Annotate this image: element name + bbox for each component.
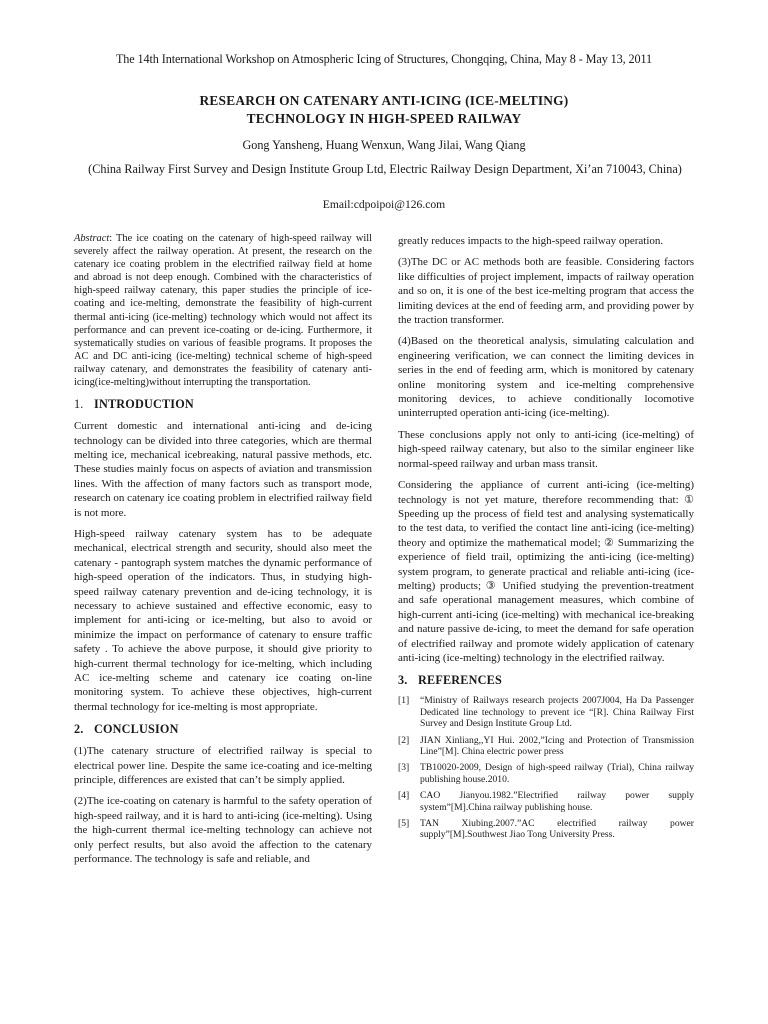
reference-index: [2]	[398, 734, 410, 746]
reference-index: [4]	[398, 790, 410, 802]
paper-title	[0, 92, 768, 128]
paragraph: Current domestic and international anti-icing and de-icing technology can be divided into three categories, which are thermal melting ice, mechanical icebreaking, natural passive methods, etc. These studies mainly focus on aspects of aviation and transmission lines. With the affection of many factors such as transport mode, research on catenary ice coating problem in electrified railway field is not more.	[74, 420, 372, 519]
reference-text: TB10020-2009, Design of high-speed railway (Trial), China railway publishing house.2010.	[420, 762, 694, 785]
reference-text: TAN Xiubing.2007.”AC electrified railway power supply”[M].Southwest Jiao Tong University Press.	[420, 818, 694, 841]
reference-item	[398, 818, 694, 841]
right-column	[398, 234, 694, 846]
reference-list	[398, 695, 694, 840]
title-line-1: RESEARCH ON CATENARY ANTI-ICING (ICE-MELTING)	[199, 93, 569, 108]
paragraph: Considering the appliance of current anti-icing (ice-melting) technology is not yet mature, therefore recommending that: ① Speeding up the process of field test and analysing systematically to the test data, to verified the contact line anti-icing (ice-melting) theory and optimize the mathematical model; ② Summarizing the experience of field trail, optimizing the anti-icing (ice-melting) system program, to generate practical and reliable anti-icing (ice-melting) products; ③ Unified studying the prevention-treatment and safe operational management measures, which combine of high-current anti-icing (ice-melting) with mechanical ice-breaking and nature passive de-icing, to meet the demand for safe operation of electrified railway and promote widely application of catenary anti-icing (ice-melting) technology in the electrified railway.	[398, 479, 694, 664]
section-number: 2.	[74, 722, 84, 737]
section-heading-conclusion	[74, 722, 372, 737]
reference-index: [5]	[398, 818, 410, 830]
affiliation: (China Railway First Survey and Design Institute Group Ltd, Electric Railway Design Department, Xi’an 710043, China)	[88, 162, 682, 176]
reference-item	[398, 790, 694, 813]
section-number: 1.	[74, 397, 84, 412]
paragraph: High-speed railway catenary system has to be adequate mechanical, electrical strength and security, should also meet the catenary - pantograph system matches the dynamic performance of high-speed operation of the indicators. Thus, in studying high-speed railway catenary prevention and de-icing technology, it is necessary to achieve sustained and effective economic, easy to implement for anti-icing or ice-melting, but also to avoid or minimize the impact on performance of catenary to ensure traffic safety . To achieve the above purpose, it should give priority to high-current thermal technology for ice-melting, which including AC ice-melting scheme and catenary ice coating on-line monitoring system. To achieve these objectives, high-current thermal technology for ice-melting is most appropriate.	[74, 527, 372, 713]
reference-item	[398, 735, 694, 758]
paragraph: greatly reduces impacts to the high-speed railway operation.	[398, 235, 664, 247]
reference-index: [3]	[398, 762, 410, 774]
abstract-text: : The ice coating on the catenary of high-speed railway will severely affect the railway operation. At present, the research on the catenary ice coating problem in the electrified railway field at home and abroad is not deep enough. Combined with the characteristics of high-speed railway catenary, this paper studies the principle of ice-coating and ice-melting, demonstrate the feasibility of high-current thermal anti-icing (ice-melting) technology which would not affect its performance and can prevent ice-coating or de-icing. Furthermore, it systematically studies on various of feasible programs. It proposes the AC and DC anti-icing (ice-melting) technical scheme of high-speed railway catenary, and demonstrates the feasibility of catenary anti-icing(ice-melting)without interrupting the transportation.	[74, 233, 372, 389]
section-heading-introduction	[74, 397, 372, 412]
paragraph: These conclusions apply not only to anti-icing (ice-melting) of high-speed railway catenary, but also to the similar engineer like normal-speed railway and urban mass transit.	[398, 428, 694, 470]
paragraph: (3)The DC or AC methods both are feasible. Considering factors like difficulties of project implement, impacts of railway operation and so on, it is one of the best ice-melting program that access the limiting devices at the end of feeding arm, and providing power by the traction transformer.	[398, 256, 694, 327]
reference-text: JIAN Xinliang,,YI Hui. 2002,”Icing and Protection of Transmission Line”[M]. China electric power press	[420, 734, 694, 757]
reference-item	[398, 762, 694, 785]
section-title: INTRODUCTION	[94, 397, 194, 412]
abstract-label: Abstract	[74, 233, 110, 244]
section-heading-references	[398, 673, 694, 688]
paragraph: (4)Based on the theoretical analysis, simulating calculation and engineering verification, we can connect the limiting devices in series in the end of feeding arm, which is monitored by catenary online monitoring system and ice-melting comprehensive monitoring devices, to achieve conditionally locomotive uninterrupted operation anti-icing (ice-melting).	[398, 335, 694, 420]
abstract	[74, 232, 372, 389]
section-title: CONCLUSION	[94, 722, 179, 737]
authors: Gong Yansheng, Huang Wenxun, Wang Jilai, Wang Qiang	[242, 138, 526, 152]
author-email: Email:cdpoipoi@126.com	[322, 198, 446, 211]
section-title: REFERENCES	[418, 673, 502, 688]
reference-text: “Ministry of Railways research projects 2007J004, Ha Da Passenger Dedicated line technology to prevent ice “[R]. China Railway First Survey and Design Institute Group Ltd.	[420, 695, 694, 730]
title-line-2: TECHNOLOGY IN HIGH-SPEED RAILWAY	[246, 111, 522, 126]
reference-index: [1]	[398, 695, 410, 707]
paragraph: (1)The catenary structure of electrified railway is special to electrical power line. Despite the same ice-coating and ice-melting principle, differences are existed that can’t be simply applied.	[74, 745, 372, 787]
left-column	[74, 232, 372, 874]
reference-item	[398, 695, 694, 729]
paragraph: (2)The ice-coating on catenary is harmful to the safety operation of high-speed railway, and it is hard to anti-icing (ice-melting). Using the high-current thermal ice-melting technology can achieve not only perfect results, but also avoid the affection to the catenary performance. The technology is safe and reliable, and	[74, 795, 372, 866]
section-number: 3.	[398, 673, 408, 688]
reference-text: CAO Jianyou.1982.”Electrified railway power supply system”[M].China railway publishing house.	[420, 790, 694, 813]
conference-header: The 14th International Workshop on Atmospheric Icing of Structures, Chongqing, China, May 8 - May 13, 2011	[115, 52, 653, 66]
